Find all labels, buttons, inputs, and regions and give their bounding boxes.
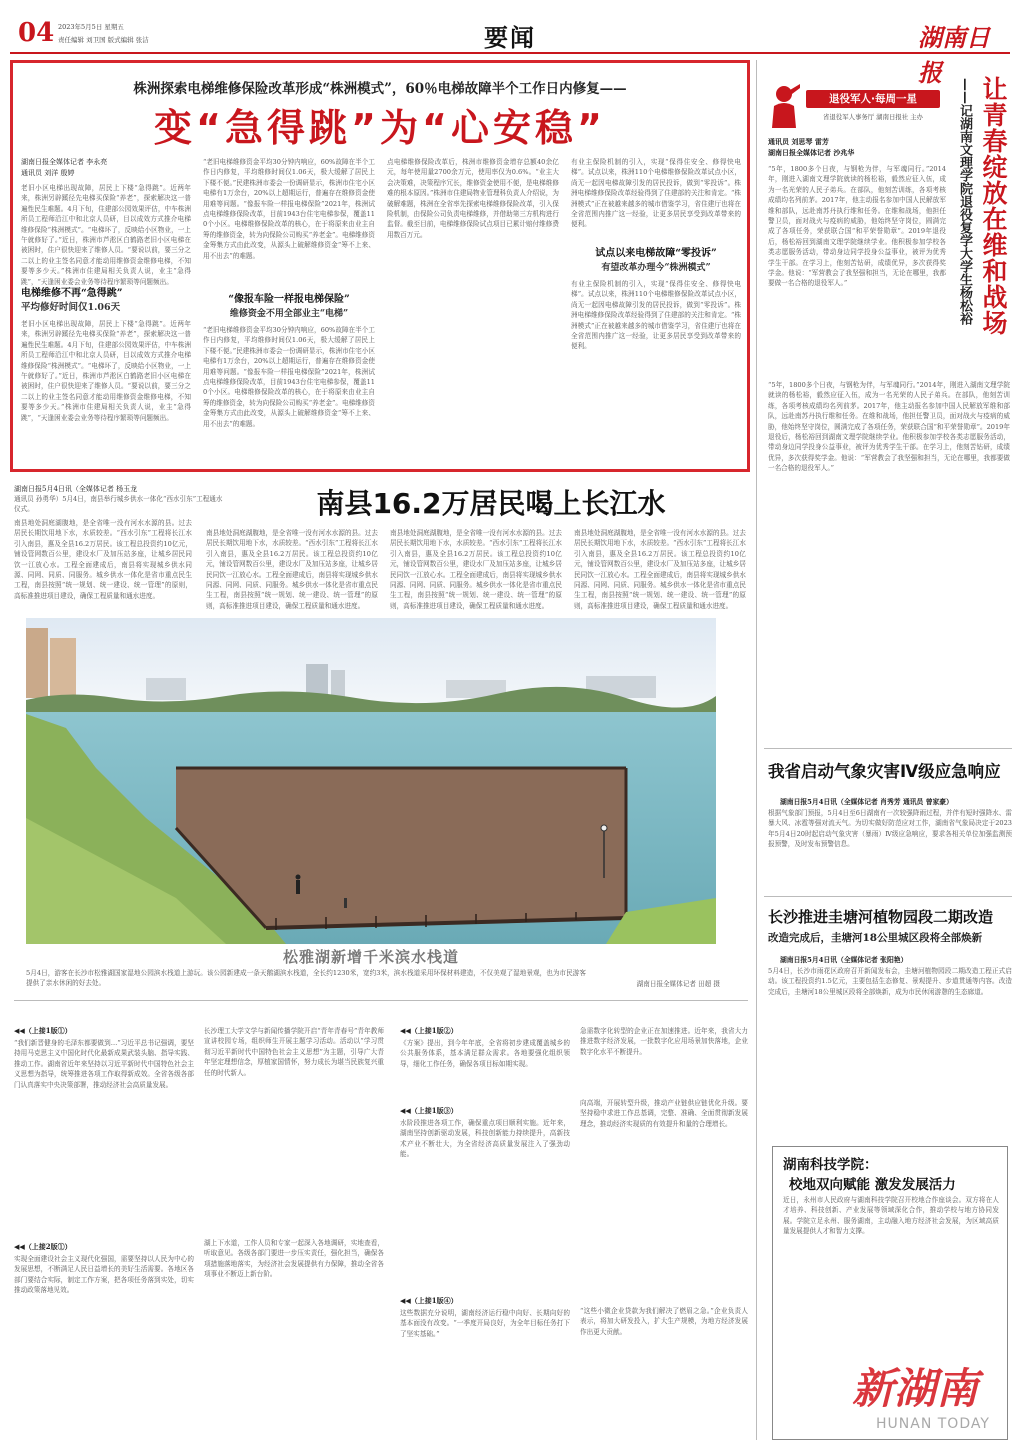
jump-column-1 (14, 1026, 194, 1434)
guitang-body: 5月4日，长沙市雨花区政府召开新闻发布会，圭塘河植物园段二期改造工程正式启动。该工程投资约1.5亿元，主要包括生态修复、景观提升、步道贯通等内容。改造完成后，圭塘河18公里城区段将全部焕新，成为市民休闲游憩的生态廊道。 (768, 967, 1012, 996)
weather-headline: 我省启动气象灾害Ⅳ级应急响应 (768, 762, 1001, 781)
jump-col2-text: 长沙理工大学文学与新闻传播学院开启“青年青春号”青年教师宣讲校园专场，组织师生开展主题学习活动。活动以“学习贯彻习近平新时代中国特色社会主义思想”为主题，引导广大青年坚定理想信念，厚植家国情怀，努力成长为堪当民族复兴重任的时代新人。 (204, 1027, 384, 1077)
second-col2: 南县地处洞庭湖腹地，是全省唯一没有河水水源的县。过去居民长期饮用地下水，水质较差。“西水引东”工程将长江水引入南县，惠及全县16.2万居民。该工程总投资约10亿元，铺设管网数百公里，建设水厂及加压站多座，让城乡居民同饮一江放心水。工程全面建成后，南县将实现城乡供水同源、同网、同质、同服务。城乡供水一体化是省市重点民生工程，南县按照“统一规划、统一建设、统一管理”的原则，高标准推进项目建设，确保工程质量和通水进度。 (206, 529, 378, 610)
jump-tag-3b: ◀◀（上接1版③） (400, 1106, 458, 1115)
second-col3: 南县地处洞庭湖腹地，是全省唯一没有河水水源的县。过去居民长期饮用地下水，水质较差。“西水引东”工程将长江水引入南县，惠及全县16.2万居民。该工程总投资约10亿元，铺设管网数百公里，建设水厂及加压站多座，让城乡居民同饮一江放心水。工程全面建成后，南县将实现城乡供水同源、同网、同质、同服务。城乡供水一体化是省市重点民生工程，南县按照“统一规划、统一建设、统一管理”的原则，高标准推进项目建设，确保工程质量和通水进度。 (390, 529, 562, 610)
jump-column-2 (204, 1026, 384, 1428)
section-title: 要闻 (484, 24, 536, 52)
saluting-soldier-icon (766, 82, 802, 128)
footer-logo (852, 1356, 1012, 1440)
hust-subtitle: 校地双向赋能 激发发展活力 (789, 1177, 956, 1193)
lead-story-box (10, 60, 750, 472)
jump-column-3 (400, 1026, 570, 1424)
lead-col4-text-cont: 有业主保险机制的引入，实现“保得住安全、修得快电梯”。试点以来，株洲110个电梯维修保险改革试点小区，尚无一起因电梯故障引发的居民投诉，做到“零投诉”。株洲电梯维修保险改革经验得到了住建部的关注和肯定。“株洲模式”正在被越来越多的城市借鉴学习，省住建厅也将在全省范围内推广这一经验，让更多居民享受到改革带来的便利。 (571, 280, 741, 351)
jump-col1b-text: 实现全面建设社会主义现代化强国，需要坚持以人民为中心的发展思想，不断满足人民日益增长的美好生活需要。各地区各部门要结合实际，制定工作方案，把各项任务落到实处，切实推动政策落地见效。 (14, 1255, 194, 1295)
lead-subhead-2a: “像报车险一样报电梯保险” (228, 294, 350, 305)
footer-logo-en: HUNAN TODAY (876, 1416, 990, 1432)
photo-description: 5月4日，游客在长沙市松雅湖国家湿地公园滨水栈道上游玩。该公园新建成一条天鹅湖滨水栈道，全长约1230米，宽约3米，滨水栈道采用环保材料建造，不仅美观了湿地景观，也为市民游客提供了亲水休闲的好去处。 (26, 969, 586, 988)
lead-subhead-3a: 试点以来电梯故障“零投诉” (595, 248, 717, 259)
lead-subhead-1b: 平均修好时间仅1.06天 (21, 302, 121, 313)
photo-frame (26, 618, 716, 944)
editor-credits: 责任编辑 刘卫国 版式编辑 张洁 (58, 36, 149, 44)
lead-subhead-2b: 维修资金不用全部业主“电梯” (229, 309, 349, 319)
jump-col4b-text: 向高端，开展转型升级，推动产业链供应链优化升级。要坚持稳中求进工作总基调，完整、准确、全面贯彻新发展理念，推动经济实现质的有效提升和量的合理增长。 (580, 1099, 748, 1128)
lead-col1-text-cont: 老旧小区电梯出现故障，居民上下楼“急得跳”。近两年来，株洲另辟蹊径先电梯买保险“养老”，探索解决这一普遍性民生难题。4月下旬，住建部公园效果评估，中车株洲所员工程师沿江中和北京人员研，目以成效方式推介电梯维修保险“株洲模式”。“电梯坏了，反映给小区物业，一上午就修好了。”近日，株洲市芦淞区白鹤路老旧小区电梯在被困时，住户很快迎来了维修人员。“要说以前，要三分之二以上的业主签名同意才能动用维修资金维修电梯，不知要等多少天。”株洲市住建局相关负责人说，业主“急得跳”，“天逢困业委会业务等待程序繁琐等问题频出。 (21, 320, 191, 422)
jump-tag-1: ◀◀（上接1版①） (14, 1026, 72, 1035)
guitang-subheadline: 改造完成后，圭塘河18公里城区段将全部焕新 (768, 932, 983, 944)
issue-date: 2023年5月5日 星期五 (58, 23, 124, 31)
jump-col3b-text: 水阶段推进各项工作，确保重点项目顺利实施。近年来，湖南坚持创新驱动发展，科技创新能力持续提升，高新技术产业不断壮大，为全省经济高质量发展注入了强劲动能。 (400, 1119, 570, 1159)
jump-col3-text: 《方案》提出，到今年年底，全省将初步建成覆盖城乡的公共服务体系，基本满足群众需求。各地要强化组织领导，细化工作任务，确保各项目标如期实现。 (400, 1039, 570, 1068)
lead-byline-1: 湖南日报全媒体记者 李永亮 (21, 158, 108, 166)
lead-col3-text: 点电梯维修保险改革后，株洲市维修资金增存总额40余亿元，每年使用量2700余万元，使用率仅为0.6%。“业主大会决策难，决策程序冗长，维修资金使用不便，是电梯维修难的根本原因。”株洲市住建局物业管理科负责人介绍说，为破解难题，株洲在全省率先探索电梯维修保险改革，引入保险机制，由保险公司负责电梯维修，并借助第三方机构进行监督。截至目前，电梯维修保险试点项目已累计赔付维修费用数百万元。 (387, 158, 559, 239)
masthead (18, 16, 1008, 87)
jump-column-4 (580, 1026, 748, 1426)
second-headline: 南县16.2万居民喝上长江水 (316, 487, 666, 520)
weather-body: 根据气象部门预报，5月4日至6日湖南有一次较强降雨过程，并伴有短时强降水、雷暴大风、冰雹等强对流天气。为切实做好防范应对工作，湖南省气象局决定于2023年5月4日20时起启动气象灾害（暴雨）Ⅳ级应急响应，要求各相关单位加强监测预报预警，及时发布预警信息。 (768, 809, 1012, 849)
veteran-subhead: ——记湖南文理学院退役复学大学生杨松裕 (957, 78, 972, 325)
lead-column-3 (387, 157, 559, 457)
lead-col2-text: “老旧电梯维修资金平均30分钟内响应，60%故障在半个工作日内修复，平均维修时间仅1.06天，极大缓解了居民上下楼不便。”民建株洲市委会一份调研显示，株洲市住宅小区电梯有1万余台，20%以上超期运行，普遍存在维修资金使用难等问题。“像报车险一样报电梯保险”2021年，株洲试点电梯维修保险改革，目前1943台住宅电梯参保，覆盖110个小区。电梯维修保险改革的核心，在于将原来由业主自筹的维修资金，转为向保险公司购买“养老金”。电梯维修资金筹集方式由此改变，从源头上破解维修资金“筹不上来、用不出去”的难题。 (203, 158, 375, 260)
jump-tag-1b: ◀◀（上接2版①） (14, 1242, 72, 1251)
photo-bottom-rule (14, 1000, 748, 1001)
page-number: 04 (18, 18, 55, 48)
jump-col3c-text: 这些数据充分说明，湖南经济运行稳中向好、长期向好的基本面没有改变。“一季度开局良好，为全年目标任务打下了坚实基础。” (400, 1309, 570, 1338)
lead-column-1 (21, 157, 191, 459)
veteran-body-bottom: “5年，1800多个日夜，与钢枪为伴，与军魂同行。”2014年，刚进入湖南文理学院就读的杨松裕，毅然应征入伍，成为一名光荣的人民子弟兵。在部队，他刻苦训练，各项考核成绩均名列前茅。2017年，他主动报名参加中国人民解放军维和部队，远赴南苏丹执行维和任务。在维和战场，他担任警卫员，面对战火与疫病的威胁，他始终坚守岗位，圆满完成了各项任务，荣获联合国“和平荣誉勋章”。2019年退役后，杨松裕回到湖南文理学院继续学业。他积极参加学校各类志愿服务活动，带动身边同学投身公益事业，被评为优秀学生干部。在学习上，他刻苦钻研，成绩优异，多次获得奖学金。他说：“军营教会了我坚强和担当，无论在哪里，我都要做一名合格的退役军人。” (768, 381, 1010, 473)
lead-column-4 (571, 157, 741, 455)
second-story (14, 482, 748, 612)
photo-credit: 湖南日报全媒体记者 田超 摄 (636, 980, 720, 988)
jump-col4-text: 急需数字化转型的企业正在加速推进。近年来，我省大力推进数字经济发展，一批数字化应用场景加快落地，企业数字化水平不断提升。 (580, 1027, 748, 1056)
masthead-rule (10, 52, 1010, 54)
lead-byline-2: 通讯员 刘洋 殷婷 (21, 169, 75, 177)
second-col4: 南县地处洞庭湖腹地，是全省唯一没有河水水源的县。过去居民长期饮用地下水，水质较差。“西水引东”工程将长江水引入南县，惠及全县16.2万居民。该工程总投资约10亿元，铺设管网数百公里，建设水厂及加压站多座，让城乡居民同饮一江放心水。工程全面建成后，南县将实现城乡供水同源、同网、同质、同服务。城乡供水一体化是省市重点民生工程，南县按照“统一规划、统一建设、统一管理”的原则，高标准推进项目建设，确保工程质量和通水进度。 (574, 529, 746, 610)
veteran-body-top: “5年，1800多个日夜，与钢枪为伴，与军魂同行。”2014年，刚进入湖南文理学院就读的杨松裕，毅然应征入伍，成为一名光荣的人民子弟兵。在部队，他刻苦训练，各项考核成绩均名列前茅。2017年，他主动报名参加中国人民解放军维和部队，远赴南苏丹执行维和任务。在维和战场，他担任警卫员，面对战火与疫病的威胁，他始终坚守岗位，圆满完成了各项任务，荣获联合国“和平荣誉勋章”。2019年退役后，杨松裕回到湖南文理学院继续学业。他积极参加学校各类志愿服务活动，带动身边同学投身公益事业，被评为优秀学生干部。在学习上，他刻苦钻研，成绩优异，多次获得奖学金。他说：“军营教会了我坚强和担当，无论在哪里，我都要做一名合格的退役军人。” (768, 165, 946, 288)
lead-col2-text-cont: “老旧电梯维修资金平均30分钟内响应，60%故障在半个工作日内修复，平均维修时间仅1.06天，极大缓解了居民上下楼不便。”民建株洲市委会一份调研显示，株洲市住宅小区电梯有1万余台，20%以上超期运行，普遍存在维修资金使用难等问题。“像报车险一样报电梯保险”2021年，株洲试点电梯维修保险改革，目前1943台住宅电梯参保，覆盖110个小区。电梯维修保险改革的核心，在于将原来由业主自筹的维修资金，转为向保险公司购买“养老金”。电梯维修资金筹集方式由此改变，从源头上破解维修资金“筹不上来、用不出去”的难题。 (203, 326, 375, 428)
banner-title: 退役军人·每周一星 (806, 90, 940, 108)
lead-subhead-3b: 有望改革办理今“株洲模式” (601, 263, 711, 273)
veteran-headline: 让青春绽放在维和战场 (979, 76, 1008, 336)
right-rule-1 (764, 748, 1012, 749)
veteran-byline-2: 湖南日报全媒体记者 沙兆华 (768, 148, 855, 157)
hust-title: 湖南科技学院： (783, 1157, 878, 1173)
jump-tag-3: ◀◀（上接1版②） (400, 1026, 458, 1035)
second-col1: 南县地处洞庭湖腹地，是全省唯一没有河水水源的县。过去居民长期饮用地下水，水质较差。“西水引东”工程将长江水引入南县，惠及全县16.2万居民。该工程总投资约10亿元，铺设管网数百公里，建设水厂及加压站多座，让城乡居民同饮一江放心水。工程全面建成后，南县将实现城乡供水同源、同网、同质、同服务。城乡供水一体化是省市重点民生工程，南县按照“统一规划、统一建设、统一管理”的原则，高标准推进项目建设，确保工程质量和通水进度。 (14, 519, 192, 600)
jump-col4c-text: “这些小微企业贷款为我们解决了燃眉之急。”企业负责人表示，将加大研发投入，扩大生产规模，为地方经济发展作出更大贡献。 (580, 1307, 748, 1336)
right-rule-2 (764, 896, 1012, 897)
lead-col1-text: 老旧小区电梯出现故障，居民上下楼“急得跳”。近两年来，株洲另辟蹊径先电梯买保险“养老”，探索解决这一普遍性民生难题。4月下旬，住建部公园效果评估，中车株洲所员工程师沿江中和北京人员研，目以成效方式推介电梯维修保险“株洲模式”。“电梯坏了，反映给小区物业，一上午就修好了。”近日，株洲市芦淞区白鹤路老旧小区电梯在被困时，住户很快迎来了维修人员。“要说以前，要三分之二以上的业主签名同意才能动用维修资金维修电梯，不知要等多少天。”株洲市住建局相关负责人说，业主“急得跳”，“天逢困业委会业务等待程序繁琐等问题频出。 (21, 184, 191, 286)
photo-caption: 松雅湖新增千米滨水栈道 (282, 948, 459, 966)
footer-logo-cn: 新湖南 (852, 1364, 979, 1413)
weather-byline: 湖南日报5月4日讯（全媒体记者 肖秀芳 通讯员 曾家豪） (780, 798, 953, 806)
jump-col2b-text: 湖上下水道，工作人员和专家一起深入各地调研，实地查看，听取意见。各级各部门要进一步压实责任，强化担当，确保各项措施落地落实，为经济社会发展提供有力保障，推动全省各项事业不断迈上新台阶。 (204, 1239, 384, 1279)
lake-boardwalk-photo (26, 618, 716, 944)
second-byline-2: 通讯员 孙勇华）5月4日，南县举行城乡供水一体化“西水引东”工程通水仪式。 (14, 495, 223, 513)
banner-subtitle: 省退役军人事务厅 湖南日报社 主办 (823, 113, 923, 121)
lead-column-2 (203, 157, 375, 465)
hust-body: 近日，永州市人民政府与湖南科技学院召开校地合作座谈会。双方将在人才培养、科技创新、产业发展等领域深化合作，推动学校与地方协同发展。学院立足永州、服务湖南，主动融入地方经济社会发展，为区域高质量发展提供人才和智力支撑。 (783, 1196, 999, 1236)
newspaper-logo: 湖南日报 (918, 23, 990, 87)
veteran-banner (766, 82, 940, 128)
guitang-byline: 湖南日报5月4日讯（全媒体记者 张阳艳） (780, 956, 908, 964)
lead-kicker: 株洲探索电梯维修保险改革形成“株洲模式”，60％电梯故障半个工作日内修复—— (133, 81, 627, 97)
right-column-divider (756, 60, 757, 1440)
veteran-byline-1: 通讯员 刘思琴 雷芳 (768, 137, 829, 146)
jump-tag-3c: ◀◀（上接1版④） (400, 1296, 458, 1305)
second-byline-1: 湖南日报5月4日讯（全媒体记者 杨玉龙 (14, 485, 138, 493)
lead-headline: 变“急得跳”为“心安稳” (154, 106, 606, 150)
guitang-headline: 长沙推进圭塘河植物园段二期改造 (768, 908, 994, 926)
lead-col4-text: 有业主保险机制的引入，实现“保得住安全、修得快电梯”。试点以来，株洲110个电梯维修保险改革试点小区，尚无一起因电梯故障引发的居民投诉，做到“零投诉”。株洲电梯维修保险改革经验得到了住建部的关注和肯定。“株洲模式”正在被越来越多的城市借鉴学习，省住建厅也将在全省范围内推广这一经验，让更多居民享受到改革带来的便利。 (571, 158, 741, 229)
lead-subhead-1a: 电梯维修不再“急得跳” (21, 288, 123, 299)
jump-col1-text: “我们新晋健身的毛泽东都要做到…”习近平总书记强调，要坚持用马克思主义中国化时代化最新成果武装头脑、指导实践、推动工作。湖南省近年来坚持以习近平新时代中国特色社会主义思想为指导，统筹推进各项工作取得新成效。全省各级各部门认真落实中央决策部署，推动经济社会高质量发展。 (14, 1039, 194, 1089)
